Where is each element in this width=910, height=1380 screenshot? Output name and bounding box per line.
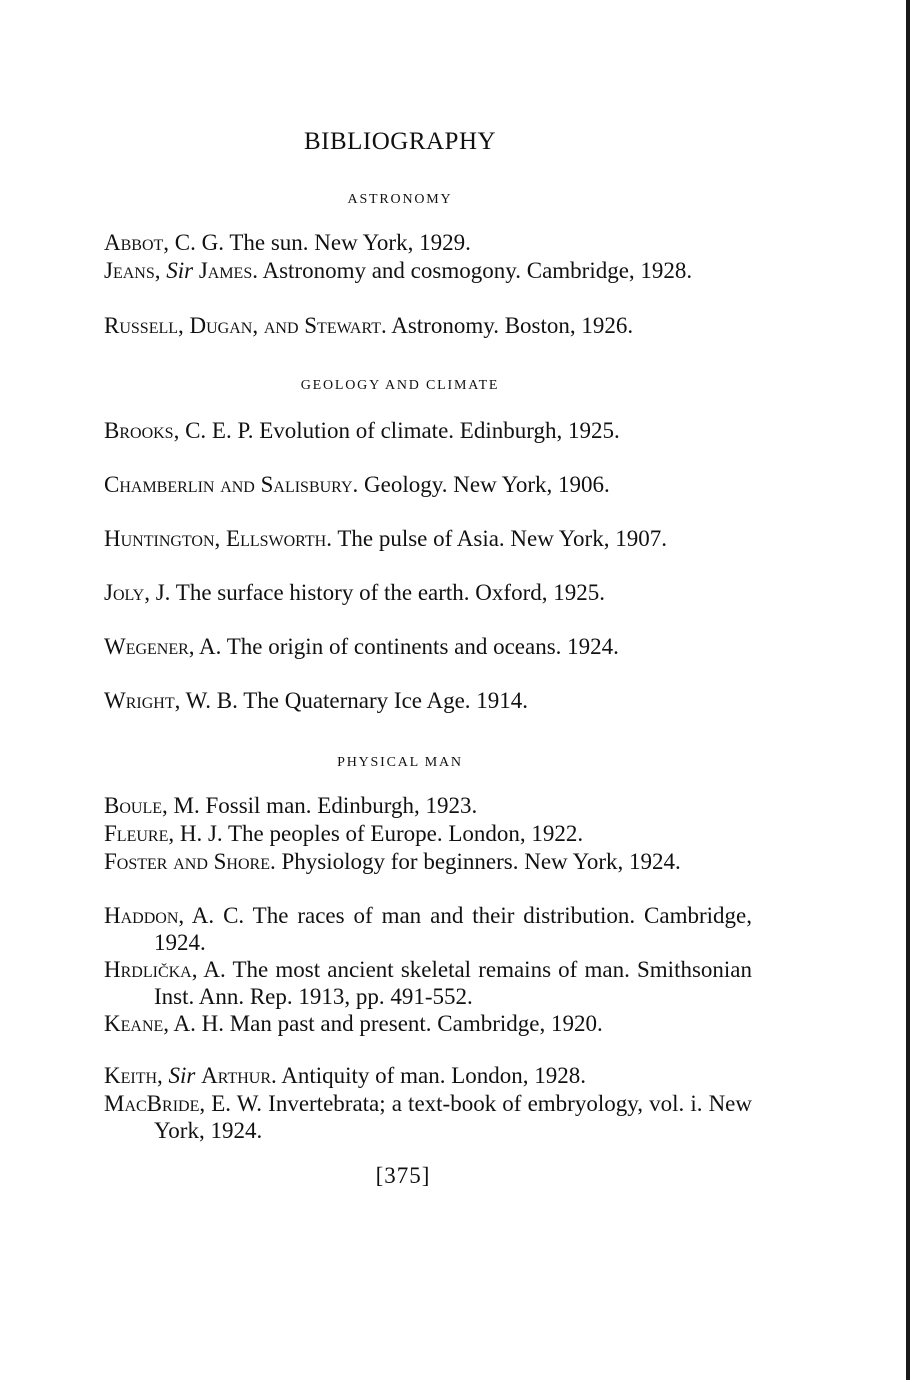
entry-author: Haddon, A. C. [104, 903, 245, 928]
page-edge-shadow [906, 0, 910, 1380]
bib-entry-hrdlicka [104, 956, 752, 1010]
bib-entry-foster [104, 848, 752, 875]
entry-text: The pulse of Asia. New York, 1907. [337, 526, 667, 551]
entry-author: MacBride, E. W. [104, 1091, 263, 1116]
entry-author: Wright, W. B. [104, 688, 238, 713]
bib-entry-keith [104, 1062, 752, 1089]
entry-text: The races of man and their distribution. Cambridge, 1924. [154, 903, 752, 955]
entry-text: Fossil man. Edinburgh, 1923. [205, 793, 478, 818]
bib-entry-haddon [104, 902, 752, 956]
entry-text: The surface history of the earth. Oxford, 1925. [175, 580, 605, 605]
entry-author: Wegener, A. [104, 634, 222, 659]
bib-entry-huntington [104, 525, 752, 552]
entry-author: James. [198, 258, 258, 283]
entry-author: Russell, Dugan, and Stewart. [104, 313, 387, 338]
bib-entry-chamberlin [104, 471, 752, 498]
entry-text: The most ancient skeletal remains of man. Smithsonian Inst. Ann. Rep. 1913, pp. 491-552. [154, 957, 753, 1009]
entry-text: The peoples of Europe. London, 1922. [228, 821, 584, 846]
entry-text: Invertebrata; a text-book of embryology, vol. i. New York, 1924. [154, 1091, 752, 1143]
page-title: BIBLIOGRAPHY [303, 128, 497, 155]
entry-author: Keane, A. H. [104, 1011, 224, 1036]
bib-entry-wright [104, 687, 752, 714]
entry-text: Geology. New York, 1906. [364, 472, 610, 497]
bib-entry-wegener [104, 633, 752, 660]
bib-entry-fleure [104, 820, 752, 847]
bib-entry-keane [104, 1010, 752, 1037]
bib-entry-russell [104, 312, 752, 339]
section-heading-physical-man: PHYSICAL MAN [337, 755, 463, 770]
entry-author: Joly, J. [104, 580, 171, 605]
entry-author: Huntington, Ellsworth. [104, 526, 332, 551]
entry-text: Antiquity of man. London, 1928. [281, 1063, 586, 1088]
entry-author: Boule, M. [104, 793, 200, 818]
entry-author: Arthur. [201, 1063, 277, 1088]
bib-entry-boule [104, 792, 752, 819]
entry-text: The sun. New York, 1929. [229, 230, 471, 255]
entry-text: Astronomy. Boston, 1926. [391, 313, 634, 338]
entry-text: Astronomy and cosmogony. Cambridge, 1928. [262, 258, 693, 283]
entry-text: Evolution of climate. Edinburgh, 1925. [259, 418, 620, 443]
entry-text: Man past and present. Cambridge, 1920. [229, 1011, 603, 1036]
entry-author-title: Sir [168, 1063, 196, 1088]
entry-author: Hrdlička, A. [104, 957, 226, 982]
entry-text: The Quaternary Ice Age. 1914. [243, 688, 529, 713]
bib-entry-macbride [104, 1090, 752, 1144]
bib-entry-jeans [104, 257, 752, 284]
entry-text: The origin of continents and oceans. 1924. [226, 634, 619, 659]
bib-entry-brooks [104, 417, 752, 444]
entry-author: Keith, [104, 1063, 163, 1088]
entry-author: Brooks, C. E. P. [104, 418, 254, 443]
bib-entry-abbot [104, 229, 752, 256]
section-heading-geology: GEOLOGY AND CLIMATE [300, 378, 500, 393]
page-number: [375] [375, 1163, 431, 1188]
entry-text: Physiology for beginners. New York, 1924. [281, 849, 681, 874]
bib-entry-joly [104, 579, 752, 606]
entry-author: Foster and Shore. [104, 849, 276, 874]
section-heading-astronomy: ASTRONOMY [347, 192, 453, 207]
entry-author-title: Sir [166, 258, 194, 283]
entry-author: Chamberlin and Salisbury. [104, 472, 359, 497]
entry-author: Abbot, C. G. [104, 230, 224, 255]
entry-author: Jeans, [104, 258, 161, 283]
entry-author: Fleure, H. J. [104, 821, 223, 846]
